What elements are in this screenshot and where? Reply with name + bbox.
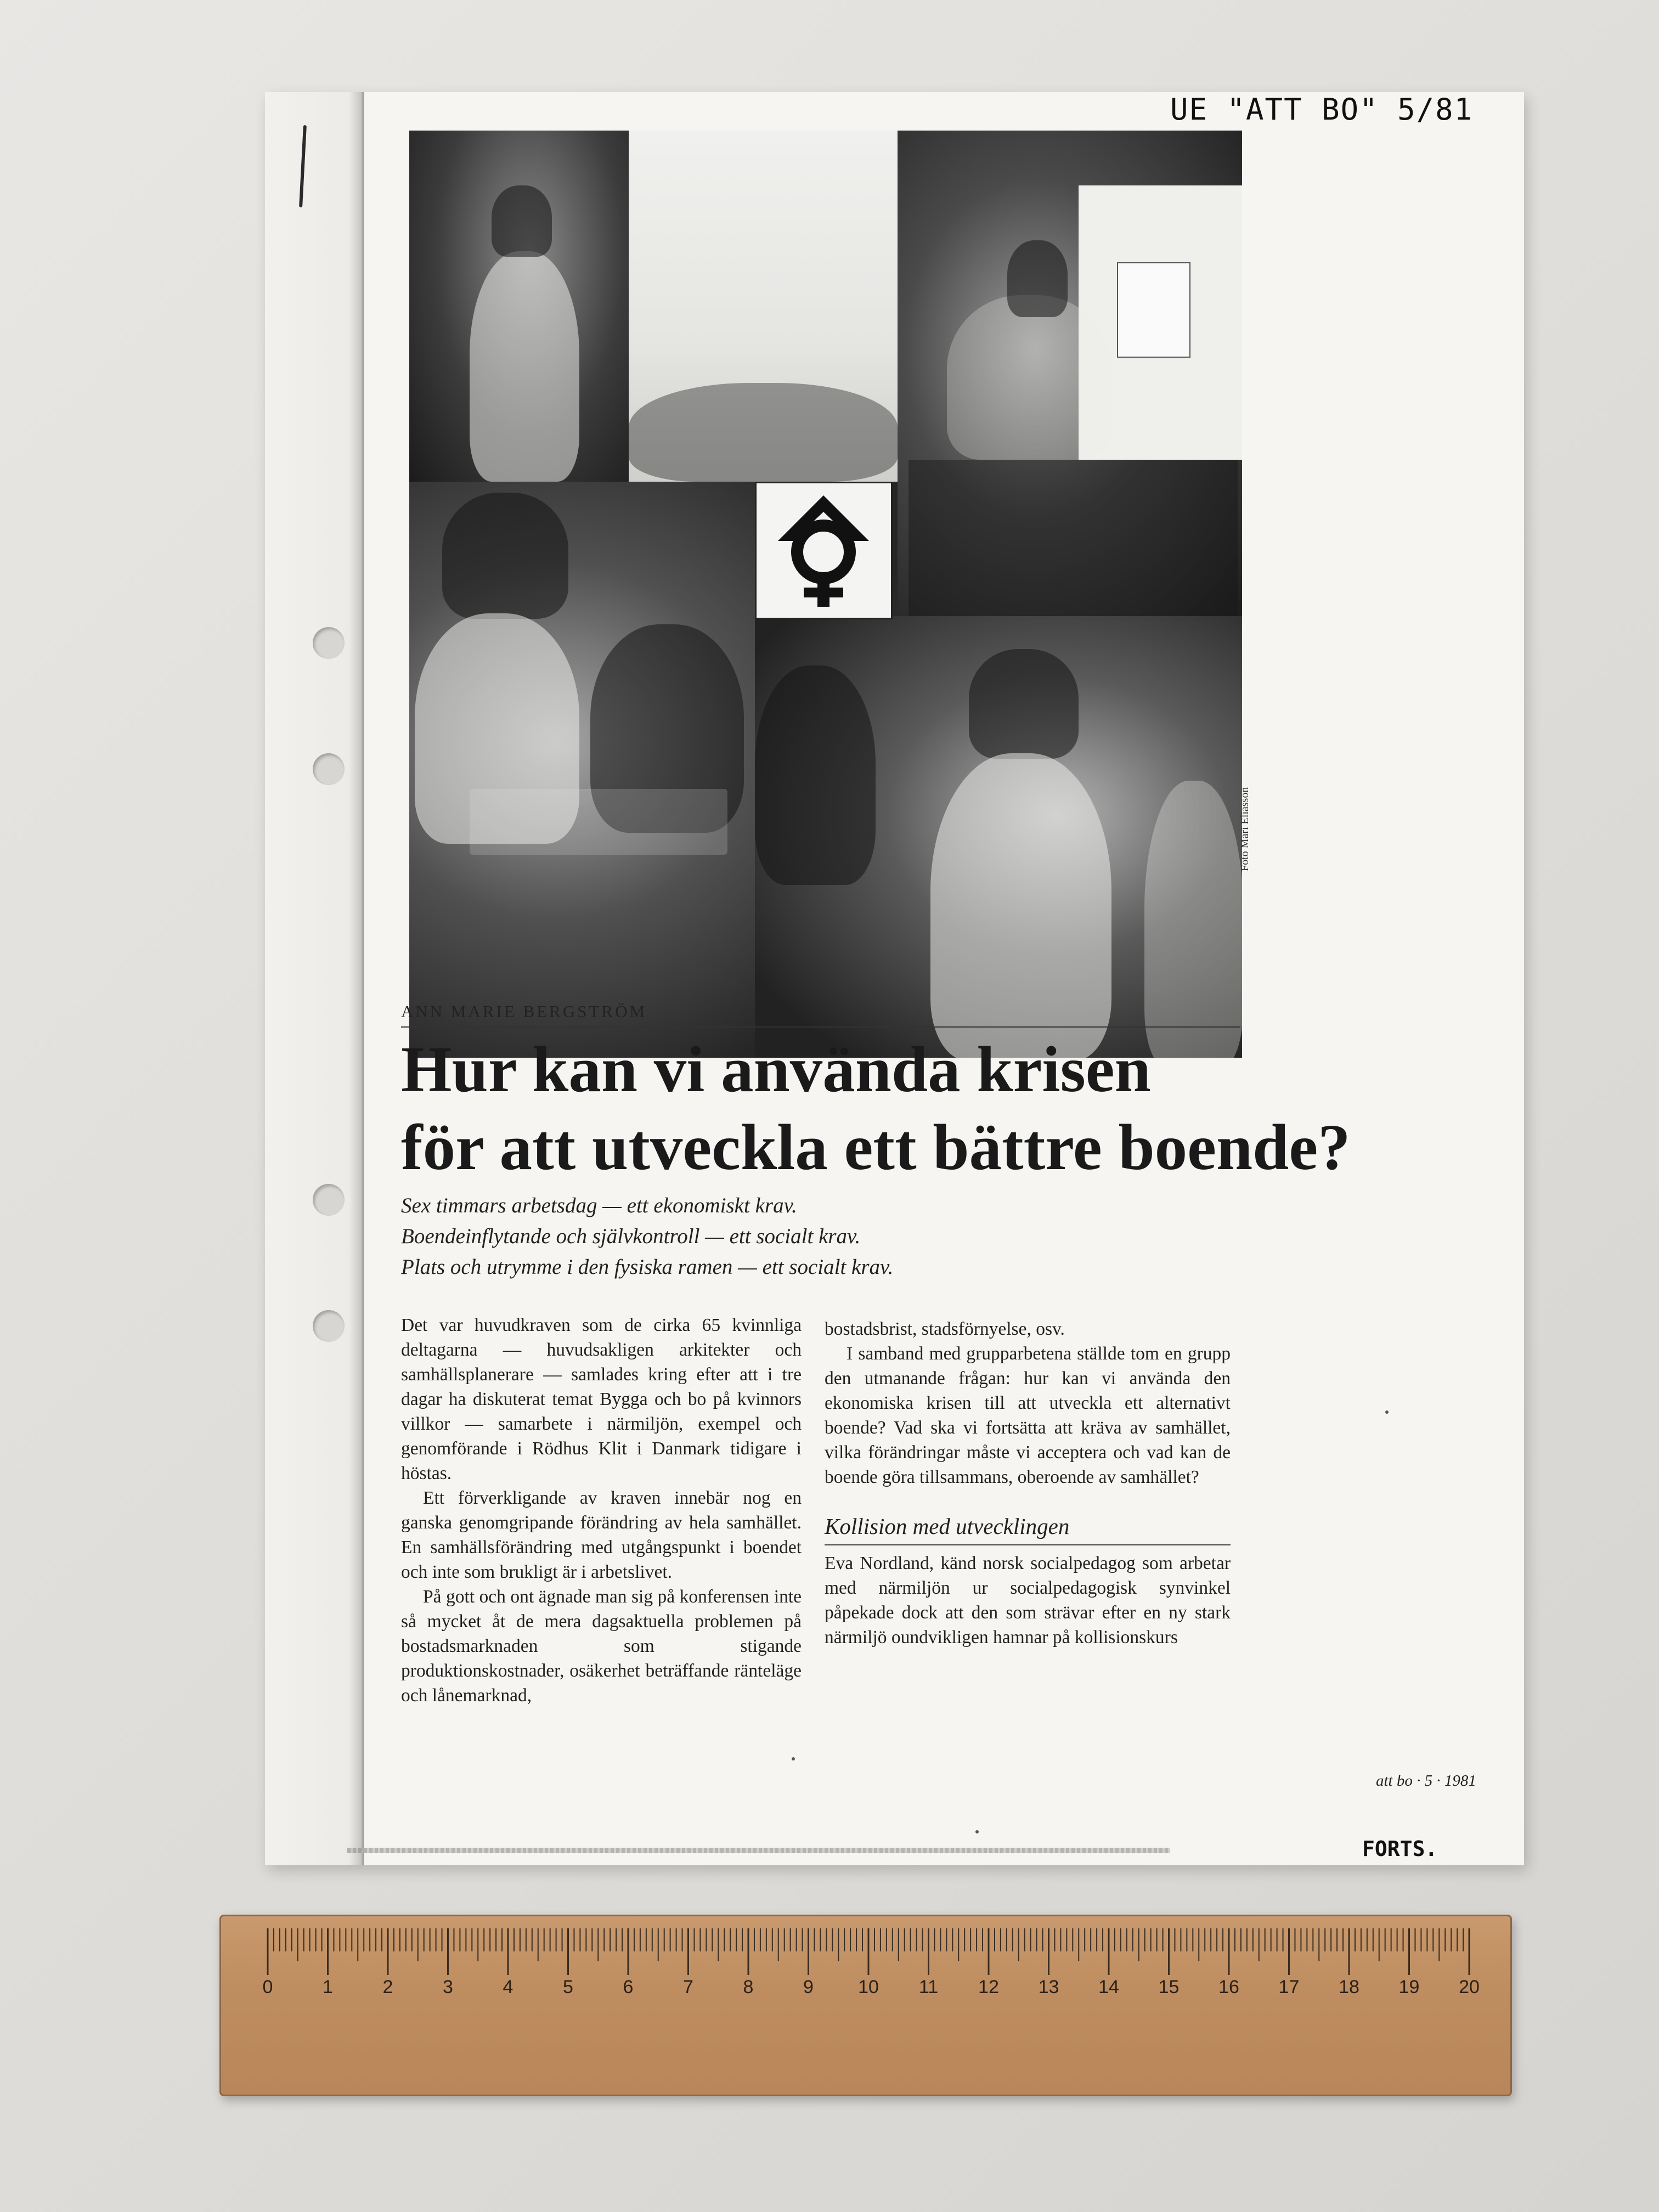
paragraph: På gott och ont ägnade man sig på konferensen inte så mycket åt de mera dagsaktuella problemen på bostadsmarknaden som stigande produktionskostnader, osäkerhet beträffande ränteläge och lånemarknad, (401, 1587, 802, 1706)
photo-audience-right (755, 616, 1242, 1058)
paragraph: I samband med grupparbetena ställde tom en grupp den utmanande frågan: hur kan vi använda den ekonomiska krisen till att utveckla ett alternativt boende? Vad ska vi fortsätta att kräva av samhället, vilka förändringar måste vi acceptera och vad kan de boende göra tillsammans, oberoende av samhället? (825, 1344, 1231, 1487)
punch-hole (313, 753, 345, 785)
ruler-number: 8 (743, 1977, 754, 1997)
paragraph: Eva Nordland, känd norsk socialpedagog som arbetar med närmiljön ur socialpedagogisk synvinkel påpekade dock att den som strävar efter en ny stark närmiljö oundvikligen hamnar på kollisionskurs (825, 1553, 1231, 1647)
ruler-number: 14 (1098, 1977, 1119, 1997)
ruler-number: 15 (1158, 1977, 1180, 1997)
ruler-number: 12 (978, 1977, 999, 1997)
wooden-ruler (219, 1915, 1512, 2096)
sheet-edge (347, 1848, 1170, 1853)
headline-line: för att utveckla ett bättre boende? (401, 1111, 1351, 1183)
ruler-number: 19 (1398, 1977, 1420, 1997)
ruler-number: 20 (1459, 1977, 1480, 1997)
binder-strip (265, 92, 364, 1865)
deck-line: Sex timmars arbetsdag — ett ekonomiskt krav. (401, 1194, 797, 1217)
photo-podium (629, 131, 898, 482)
handwritten-forts: FORTS. (1362, 1837, 1438, 1861)
ruler-number: 11 (918, 1977, 939, 1997)
deck (401, 1190, 893, 1283)
punch-hole (313, 1310, 345, 1342)
ruler-number: 5 (563, 1977, 573, 1997)
paragraph: Ett förverkligande av kraven innebär nog en ganska genomgripande förändring av hela samhället. En samhällsförändring med utgångspunkt i boendet och inte som brukligt är i arbetslivet. (401, 1488, 802, 1582)
ruler-ticks (221, 1916, 1510, 1982)
ruler-number: 18 (1339, 1977, 1359, 1997)
conference-logo (755, 482, 893, 619)
headline (401, 1030, 1443, 1186)
venus-house-icon (757, 483, 891, 618)
deck-line: Boendeinflytande och självkontroll — ett socialt krav. (401, 1224, 861, 1248)
ruler-number: 6 (623, 1977, 634, 1997)
photo-speaker-right (898, 131, 1242, 616)
ruler-number: 0 (262, 1977, 273, 1997)
publication-footer: att bo · 5 · 1981 (1376, 1772, 1476, 1790)
handwritten-note: UE "ATT BO" 5/81 (1170, 92, 1474, 127)
print-dot (792, 1757, 795, 1760)
ruler-number: 7 (683, 1977, 693, 1997)
photo-speaker-left (409, 131, 629, 482)
ruler-number: 1 (323, 1977, 333, 1997)
author-byline: ANN MARIE BERGSTRÖM (401, 1002, 647, 1021)
ruler-number: 3 (443, 1977, 453, 1997)
body-column-2 (825, 1317, 1231, 1650)
byline-rule (401, 1026, 1240, 1028)
punch-hole (313, 627, 345, 659)
print-dot (1385, 1410, 1389, 1414)
ruler-number: 4 (503, 1977, 514, 1997)
ruler-number: 16 (1218, 1977, 1239, 1997)
subheading: Kollision med utvecklingen (825, 1511, 1231, 1545)
ruler-number: 13 (1038, 1977, 1059, 1997)
ruler-number: 17 (1278, 1977, 1300, 1997)
photo-credit: Foto Mari Eliasson (1239, 787, 1251, 871)
deck-line: Plats och utrymme i den fysiska ramen — ett socialt krav. (401, 1255, 894, 1279)
headline-line: Hur kan vi använda krisen (401, 1033, 1151, 1105)
paragraph: bostadsbrist, stadsförnyelse, osv. (825, 1319, 1065, 1339)
punch-hole (313, 1184, 345, 1216)
ruler-number: 9 (803, 1977, 814, 1997)
ruler-number: 10 (858, 1977, 879, 1997)
paragraph: Det var huvudkraven som de cirka 65 kvinnliga deltagarna — huvudsakligen arkitekter och samhällsplanerare — samlades kring efter att i tre dagar ha diskuterat temat Bygga och bo på kvinnors villkor — samarbete i närmiljön, exempel och genomförande i Rödhus Klit i Danmark tidigare i höstas. (401, 1315, 802, 1483)
ruler-number: 2 (382, 1977, 393, 1997)
print-dot (975, 1830, 979, 1833)
clipping-sheet (265, 92, 1524, 1865)
body-column-1 (401, 1313, 802, 1708)
